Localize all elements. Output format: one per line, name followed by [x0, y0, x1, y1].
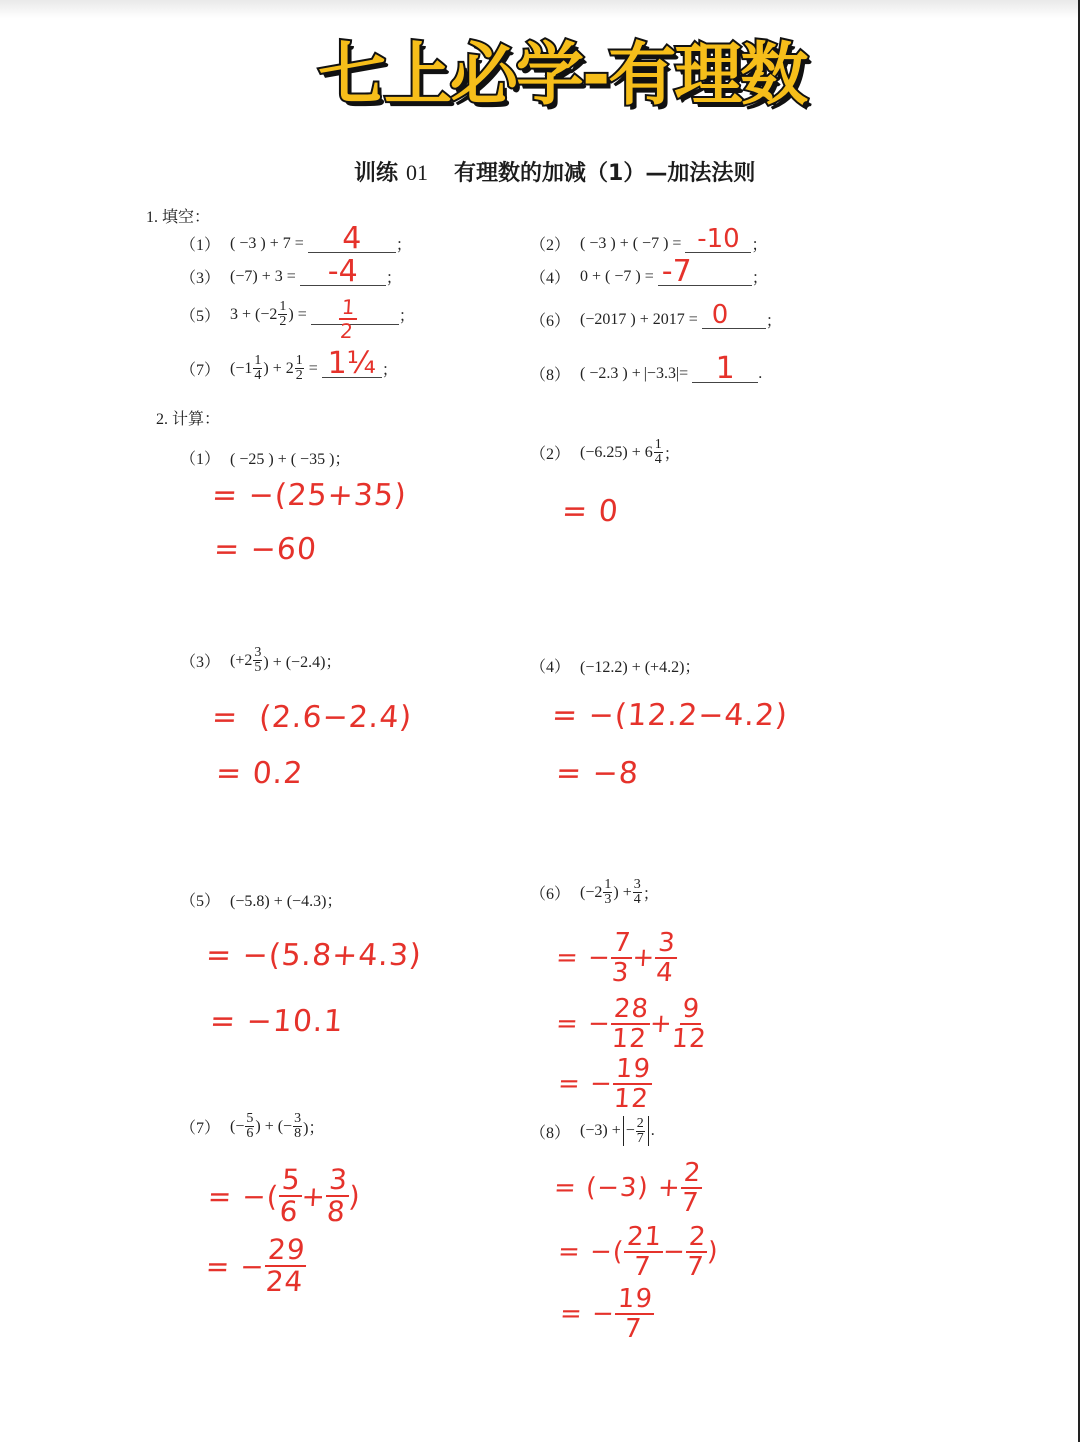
item-index: （6）: [530, 886, 571, 903]
calc-item-1: [180, 446, 350, 469]
denominator: 3: [610, 958, 631, 988]
handwritten-step: = −60: [212, 532, 319, 567]
item-index: （7）: [180, 1120, 221, 1137]
item-problem: ( −25 ) + ( −35 )；: [230, 451, 351, 468]
item-end: .: [758, 364, 763, 382]
handwritten-answer: -7: [661, 253, 692, 289]
handwritten-answer: -10: [697, 223, 740, 254]
numerator: 1: [295, 353, 303, 368]
calc-item-3: [180, 646, 341, 675]
item-expression-mid: ) + 2: [263, 359, 294, 377]
handwritten-answer: 0: [711, 299, 729, 330]
fraction: [324, 1163, 351, 1228]
fraction: [278, 300, 287, 329]
handwritten-step: [204, 1233, 309, 1298]
fraction: [679, 1160, 704, 1216]
operator: +: [300, 1179, 328, 1213]
calc-item-2: [530, 438, 680, 467]
fraction: [684, 1224, 709, 1280]
item-index: （5）: [180, 893, 221, 910]
denominator: 7: [632, 1252, 653, 1282]
denominator: 6: [246, 1126, 254, 1141]
numerator: 2: [636, 1115, 644, 1131]
item-end: ；: [751, 237, 768, 254]
step-prefix: = −: [204, 1249, 266, 1283]
calc-item-5: [180, 888, 342, 911]
fill-item-2: [530, 223, 768, 255]
handwritten-step: = −8: [554, 756, 641, 791]
item-index: （5）: [180, 308, 221, 325]
denominator: 8: [325, 1195, 347, 1228]
denominator: 6: [278, 1195, 300, 1228]
operator: +: [648, 1009, 674, 1039]
item-expression: ( −2.3 ) +: [580, 364, 641, 382]
abs-bar-right: [648, 1116, 649, 1146]
item-problem-mid: ) + (−: [255, 1117, 293, 1135]
item-index: （7）: [180, 362, 221, 379]
part1-label: 填空：: [162, 207, 211, 226]
numerator: 3: [294, 1111, 302, 1126]
section-prefix: 训练: [354, 161, 399, 186]
numerator: 3: [254, 645, 262, 660]
calc-item-8: [530, 1116, 655, 1146]
fraction: [293, 1112, 302, 1141]
numerator: 5: [279, 1166, 304, 1197]
item-expression: (−7) + 3 =: [230, 267, 296, 285]
handwritten-answer: 1¼: [327, 345, 376, 381]
denominator: 4: [654, 452, 662, 467]
fraction: [603, 878, 612, 907]
item-expression: 0 + ( −7 ) =: [580, 267, 654, 285]
denominator: 24: [264, 1265, 305, 1298]
item-problem: (−12.2) + (+4.2)；: [580, 659, 701, 676]
part1-heading: [146, 204, 210, 227]
item-problem-end: )；: [303, 1120, 325, 1137]
item-problem-end: ；: [663, 446, 680, 463]
denominator: 4: [633, 892, 641, 907]
numerator: 19: [613, 1056, 654, 1085]
part2-number: 2.: [156, 411, 168, 428]
numerator: 21: [624, 1224, 665, 1253]
denominator: 7: [680, 1188, 701, 1218]
denominator: 2: [339, 318, 355, 343]
item-expression: ( −3 ) + 7 =: [230, 234, 304, 252]
handwritten-step: [552, 1160, 704, 1216]
item-end: ；: [385, 270, 402, 287]
step-prefix: = −: [558, 1299, 616, 1329]
item-index: （8）: [530, 367, 571, 384]
fraction: [613, 1286, 656, 1342]
step-prefix: = (−3) +: [552, 1173, 682, 1203]
denominator: 7: [685, 1252, 706, 1282]
fraction: [253, 354, 262, 383]
item-expression-end: ) =: [288, 305, 307, 323]
fraction: [654, 438, 663, 467]
part2-label: 计算：: [172, 409, 221, 428]
step-prefix: = −(: [206, 1179, 280, 1213]
item-problem: (+2: [230, 651, 253, 669]
fill-item-6: [530, 299, 782, 331]
section-title: [354, 156, 755, 187]
denominator: 12: [610, 1024, 648, 1054]
item-expression: 3 + (−2: [230, 305, 278, 323]
fraction: [295, 354, 304, 383]
item-index: （8）: [530, 1124, 571, 1142]
handwritten-step: = −(5.8+4.3): [204, 938, 424, 973]
item-problem: (−5.8) + (−4.3)；: [230, 893, 343, 910]
fill-item-1: [180, 220, 412, 256]
handwritten-answer: 4: [342, 220, 362, 256]
section-number: 01: [406, 160, 429, 185]
fraction: [609, 930, 634, 986]
top-shadow: [0, 0, 1080, 18]
handwritten-step: = 0.2: [214, 756, 305, 791]
answer-blank[interactable]: [311, 294, 399, 343]
item-problem-end: ；: [642, 886, 659, 903]
fraction: [609, 996, 652, 1052]
numerator: 1: [254, 353, 262, 368]
step-prefix: = −: [556, 1069, 614, 1099]
numerator: 5: [246, 1111, 254, 1126]
denominator: 7: [636, 1130, 644, 1146]
handwritten-step: [556, 1224, 720, 1280]
numerator: 1: [339, 297, 358, 320]
abs-bar-left: [623, 1116, 624, 1146]
item-problem: (−2: [580, 883, 603, 901]
item-index: （6）: [530, 313, 571, 330]
numerator: 19: [615, 1286, 656, 1315]
item-problem: (−6.25) + 6: [580, 443, 653, 461]
numerator: 3: [326, 1166, 351, 1197]
item-end: ；: [395, 237, 412, 254]
item-expression-end: =: [308, 359, 318, 377]
handwritten-step: = 0: [560, 494, 620, 529]
item-problem: (−: [230, 1117, 245, 1135]
fraction: [633, 878, 642, 907]
fraction: [622, 1224, 665, 1280]
fraction: [277, 1163, 304, 1228]
calc-item-7: [180, 1112, 324, 1141]
denominator: 4: [254, 368, 262, 383]
denominator: 5: [254, 660, 262, 675]
item-problem-end: ) + (−2.4)；: [263, 654, 342, 671]
fraction: [263, 1233, 309, 1298]
numerator: 3: [655, 930, 679, 959]
numerator: 7: [611, 930, 635, 959]
numerator: 9: [679, 996, 703, 1025]
handwritten-answer: [337, 294, 358, 343]
part1-number: 1.: [146, 209, 158, 226]
handwritten-step: [556, 1056, 654, 1112]
denominator: 2: [295, 368, 303, 383]
fraction: [245, 1112, 254, 1141]
step-prefix: = −(: [556, 1237, 626, 1267]
step-suffix: ): [706, 1237, 720, 1267]
numerator: 29: [265, 1236, 309, 1267]
fraction: [253, 646, 262, 675]
handwritten-step: [558, 1286, 656, 1342]
operator: +: [631, 943, 657, 973]
item-expression: (−2017 ) + 2017 =: [580, 310, 698, 328]
handwritten-step: [554, 930, 679, 986]
answer-blank[interactable]: [300, 253, 386, 289]
calc-item-4: [530, 654, 700, 677]
item-index: （1）: [180, 237, 221, 254]
handwritten-step: = (2.6−2.4): [210, 700, 414, 735]
item-problem-end: .: [650, 1122, 655, 1139]
denominator: 8: [294, 1126, 302, 1141]
item-index: （4）: [530, 270, 571, 287]
denominator: 12: [612, 1084, 650, 1114]
answer-blank[interactable]: [702, 299, 766, 330]
fill-item-3: [180, 253, 402, 289]
item-index: （3）: [180, 270, 221, 287]
fill-item-8: [530, 350, 763, 386]
fraction: [611, 1056, 654, 1112]
handwritten-answer: -4: [327, 253, 358, 289]
abs-sign: −: [625, 1122, 635, 1139]
answer-blank[interactable]: [692, 350, 758, 386]
denominator: 2: [279, 314, 287, 329]
calc-item-6: [530, 878, 659, 907]
fraction: [636, 1117, 645, 1146]
part2-heading: [156, 406, 220, 429]
step-suffix: ): [347, 1179, 362, 1213]
abs-content: −3.3: [646, 364, 676, 382]
numerator: 3: [633, 877, 641, 892]
answer-blank[interactable]: [308, 220, 396, 256]
denominator: 12: [670, 1024, 708, 1054]
item-expression: (−1: [230, 359, 253, 377]
item-index: （3）: [180, 654, 221, 671]
handwritten-answer: 1: [715, 350, 735, 386]
handwritten-step: = −10.1: [208, 1004, 345, 1039]
item-expression-end: =: [679, 364, 689, 382]
answer-blank[interactable]: [685, 223, 751, 254]
item-index: （2）: [530, 237, 571, 254]
handwritten-step: [554, 996, 710, 1052]
item-end: ；: [398, 308, 415, 325]
section-name: 有理数的加减（1）—加法法则: [454, 161, 756, 186]
fraction: [653, 930, 678, 986]
handwritten-step: [206, 1163, 363, 1228]
item-problem-mid: ) +: [613, 883, 632, 901]
fill-item-7: [180, 345, 398, 383]
denominator: 3: [604, 892, 612, 907]
fraction: [671, 996, 710, 1052]
item-end: ；: [381, 362, 398, 379]
handwritten-step: = −(25+35): [210, 478, 408, 513]
item-expression: ( −3 ) + ( −7 ) =: [580, 234, 682, 252]
item-index: （2）: [530, 446, 571, 463]
absolute-value: |−3.3|: [643, 364, 680, 382]
numerator: 2: [686, 1224, 710, 1253]
handwritten-step: = −(12.2−4.2): [550, 698, 790, 733]
fill-item-4: [530, 253, 768, 289]
step-prefix: = −: [554, 1009, 612, 1039]
step-prefix: = −: [554, 943, 612, 973]
fill-item-5: [180, 294, 415, 343]
operator: −: [662, 1237, 687, 1267]
denominator: 7: [623, 1314, 644, 1344]
numerator: 28: [611, 996, 652, 1025]
item-index: （1）: [180, 451, 221, 468]
answer-blank[interactable]: [658, 253, 752, 289]
numerator: 2: [681, 1160, 705, 1189]
item-end: ；: [765, 313, 782, 330]
numerator: 1: [654, 437, 662, 452]
numerator: 1: [279, 299, 287, 314]
numerator: 1: [604, 877, 612, 892]
item-index: （4）: [530, 659, 571, 676]
answer-blank[interactable]: [322, 345, 382, 381]
item-problem: (−3) +: [580, 1122, 621, 1139]
item-end: ；: [751, 270, 768, 287]
denominator: 4: [655, 958, 675, 988]
banner-title: 七上必学-有理数: [318, 36, 807, 115]
